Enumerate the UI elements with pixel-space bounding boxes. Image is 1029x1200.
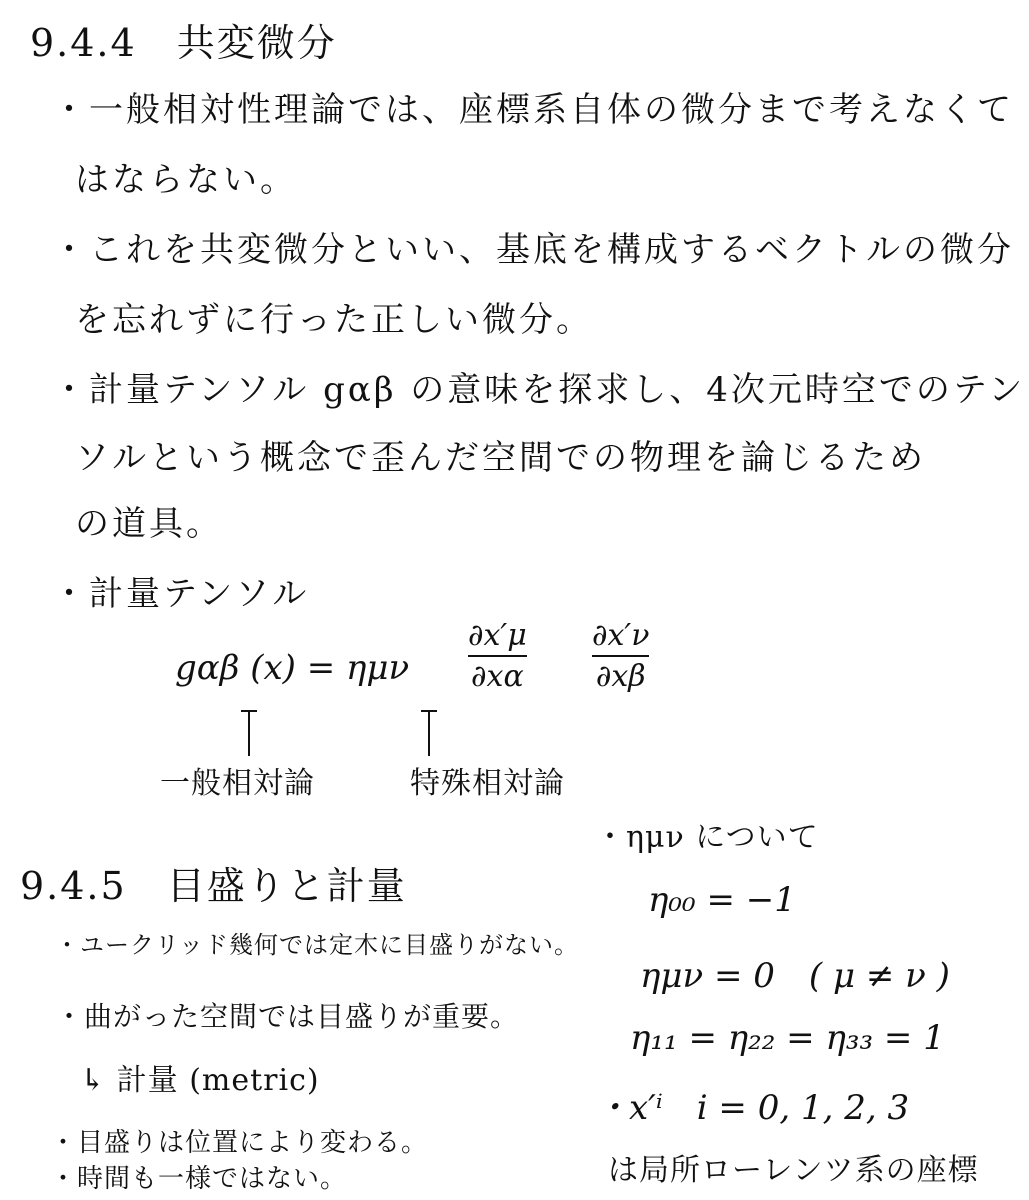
s945-bullet1: ・ユークリッド幾何では定木に目盛りがない。 bbox=[55, 931, 580, 959]
label-special-relativity: 特殊相対論 bbox=[410, 766, 565, 801]
s944-bullet2-line1: ・これを共変微分といい、基底を構成するベクトルの微分 bbox=[52, 230, 1014, 270]
s944-bullet3-line3: の道具。 bbox=[75, 504, 223, 544]
fraction-2-numerator: ∂x′ν bbox=[592, 618, 650, 653]
s944-bullet3-line1: ・計量テンソル gαβ の意味を探求し、4次元時空でのテン bbox=[52, 370, 1026, 410]
fraction-1-denominator: ∂xα bbox=[471, 659, 524, 694]
s945-bullet4: ・時間も一様ではない。 bbox=[50, 1164, 348, 1194]
eta-row-index: ・x′ⁱ i = 0, 1, 2, 3 bbox=[595, 1088, 910, 1128]
fraction-2-bar bbox=[592, 655, 649, 657]
section-944-title: 9.4.4 共変微分 bbox=[30, 21, 337, 65]
eta-heading: ・ημν について bbox=[595, 820, 819, 855]
s944-bullet1-line2: はならない。 bbox=[75, 160, 297, 200]
s944-bullet1-line1: ・一般相対性理論では、座標系自体の微分まで考えなくて bbox=[52, 90, 1014, 130]
eta-row-diagonal: η₁₁ = η₂₂ = η₃₃ = 1 bbox=[630, 1018, 945, 1058]
eta-row-munu: ημν = 0 ( μ ≠ ν ) bbox=[640, 956, 950, 996]
fraction-1-numerator: ∂x′μ bbox=[468, 618, 527, 653]
eta-row-local-lorentz: は局所ローレンツ系の座標 bbox=[608, 1153, 979, 1188]
eta-row-00: η₀₀ = −1 bbox=[648, 880, 796, 920]
s944-bullet3-line2: ソルという概念で歪んだ空間での物理を論じるため bbox=[75, 438, 926, 478]
s944-bullet4: ・計量テンソル bbox=[52, 574, 310, 614]
fraction-2 bbox=[592, 618, 649, 694]
fraction-1 bbox=[468, 618, 527, 694]
arrow-general bbox=[248, 712, 250, 756]
s945-bullet3: ・目盛りは位置により変わる。 bbox=[50, 1128, 429, 1158]
fraction-1-bar bbox=[468, 655, 527, 657]
label-general-relativity: 一般相対論 bbox=[160, 766, 315, 801]
section-945-title: 9.4.5 目盛りと計量 bbox=[20, 864, 407, 908]
s945-bullet2-sub: ↳ 計量 (metric) bbox=[80, 1063, 320, 1098]
fraction-2-denominator: ∂xβ bbox=[595, 659, 646, 694]
s945-bullet2: ・曲がった空間では目盛りが重要。 bbox=[55, 1000, 520, 1033]
arrow-special bbox=[428, 712, 430, 756]
s944-bullet2-line2: を忘れずに行った正しい微分。 bbox=[75, 300, 593, 340]
equation-lhs: gαβ (x) = ημν bbox=[175, 648, 410, 688]
